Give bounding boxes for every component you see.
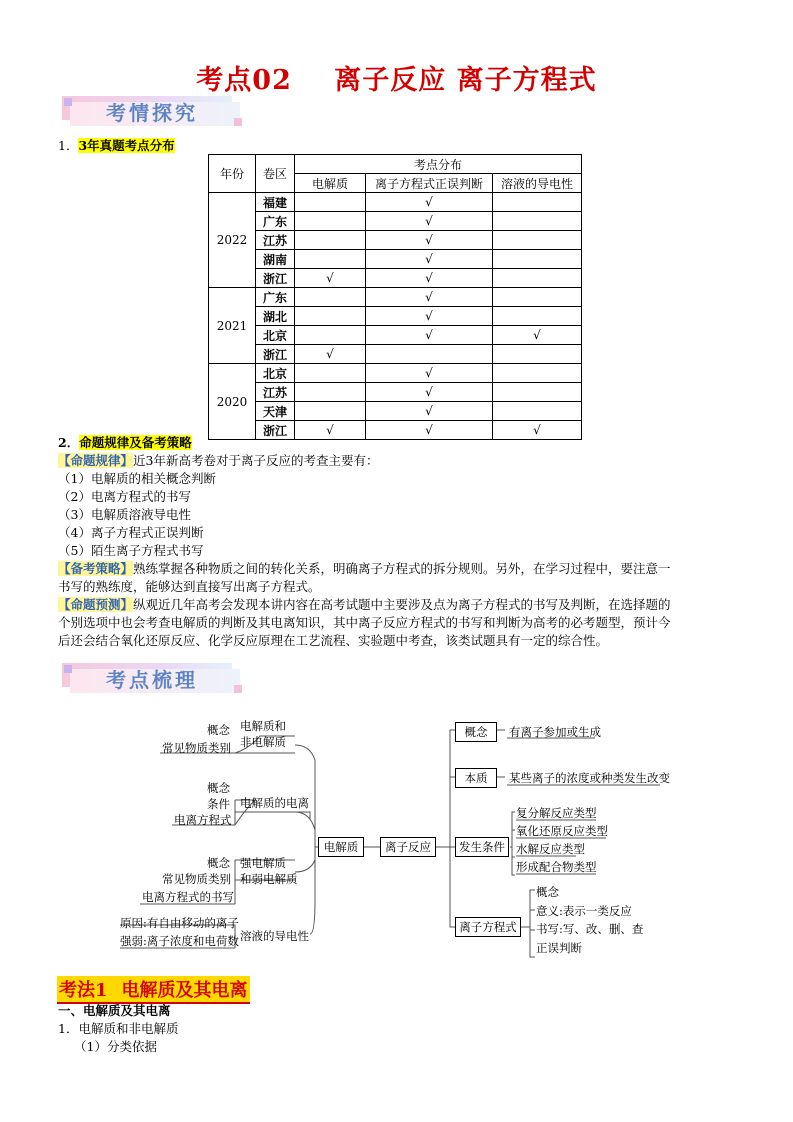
mm-l2-b: 条件 xyxy=(207,797,230,811)
table-row xyxy=(209,250,582,269)
table-row xyxy=(209,288,582,307)
mm-l4-t: 溶液的导电性 xyxy=(240,929,309,943)
title-code: 考点02 xyxy=(196,65,292,96)
strategy-tag: 【备考策略】 xyxy=(58,561,134,576)
check-mark: √ xyxy=(366,212,493,231)
strategy-paragraph xyxy=(58,560,748,578)
subheading-3: （1）分类依据 xyxy=(74,1039,157,1054)
th-year: 年份 xyxy=(209,155,256,193)
predict-line: 后还会结合氧化还原反应、化学反应原理在工艺流程、实验题中考查，该类试题具有一定的综合性。 xyxy=(58,633,609,648)
banner-knowledge-review-label: 考点梳理 xyxy=(106,668,198,692)
mm-l4-a: 原因:有自由移动的离子 xyxy=(120,916,239,930)
region-cell: 福建 xyxy=(256,193,295,212)
check-mark: √ xyxy=(493,421,582,440)
empty-cell xyxy=(493,345,582,364)
mm-l1-b: 常见物质类别 xyxy=(162,741,231,755)
table-row xyxy=(209,269,582,288)
check-mark: √ xyxy=(295,421,366,440)
region-cell: 浙江 xyxy=(256,269,295,288)
empty-cell xyxy=(295,212,366,231)
table-row xyxy=(209,193,582,212)
mm-r2-val: 某些离子的浓度或种类发生改变 xyxy=(509,771,670,785)
section2-heading xyxy=(58,434,192,452)
check-mark: √ xyxy=(366,383,493,402)
predict-paragraph xyxy=(58,596,748,614)
predict-line: 个别选项中也会考查电解质的判断及其电离知识，其中离子反应方程式的书写和判断为高考的必考题型，预计今 xyxy=(58,615,671,630)
check-mark: √ xyxy=(366,250,493,269)
predict-tag: 【命题预测】 xyxy=(58,597,134,612)
region-cell: 广东 xyxy=(256,288,295,307)
region-cell: 北京 xyxy=(256,364,295,383)
table-row xyxy=(209,383,582,402)
th-col-conductivity: 溶液的导电性 xyxy=(493,174,582,193)
mm-l2-c: 电离方程式 xyxy=(174,813,232,827)
mm-l1-t2: 非电解质 xyxy=(240,735,286,749)
check-mark: √ xyxy=(295,345,366,364)
empty-cell xyxy=(295,307,366,326)
mm-l4-b: 强弱:离子浓度和电荷数 xyxy=(120,934,239,948)
title-topic: 离子反应 离子方程式 xyxy=(334,65,597,96)
mm-r1-key: 概念 xyxy=(455,722,497,742)
empty-cell xyxy=(295,383,366,402)
section2-label: 命题规律及备考策略 xyxy=(79,435,192,450)
banner-exam-analysis xyxy=(62,96,242,126)
mm-r4-val: 正误判断 xyxy=(536,941,582,955)
mm-r4-val: 书写:写、改、删、查 xyxy=(536,922,644,936)
table-row xyxy=(209,345,582,364)
banner-exam-analysis-label: 考情探究 xyxy=(106,101,198,125)
rule-item: （5）陌生离子方程式书写 xyxy=(58,543,204,558)
empty-cell xyxy=(493,383,582,402)
check-mark: √ xyxy=(366,269,493,288)
subheading-1: 一、电解质及其电离 xyxy=(58,1003,171,1018)
table-row xyxy=(209,212,582,231)
rule-item: （2）电离方程式的书写 xyxy=(58,489,191,504)
region-cell: 江苏 xyxy=(256,231,295,250)
empty-cell xyxy=(493,231,582,250)
rule-item: （1）电解质的相关概念判断 xyxy=(58,471,216,486)
year-cell: 2020 xyxy=(209,364,256,440)
rule-text: 近3年新高考卷对于离子反应的考查主要有： xyxy=(133,453,379,468)
exam-distribution-table xyxy=(208,154,582,440)
mm-r1-val: 有离子参加或生成 xyxy=(509,725,601,739)
region-cell: 湖南 xyxy=(256,250,295,269)
check-mark: √ xyxy=(366,402,493,421)
th-col-equation: 离子方程式正误判断 xyxy=(366,174,493,193)
predict-line: 纵观近几年高考会发现本讲内容在高考试题中主要涉及点为离子方程式的书写及判断，在选择题的 xyxy=(133,597,671,612)
check-mark: √ xyxy=(366,288,493,307)
th-region: 卷区 xyxy=(256,155,295,193)
empty-cell xyxy=(295,364,366,383)
strategy-line: 熟练掌握各种物质之间的转化关系，明确离子方程式的拆分规则。另外，在学习过程中，要注意一 xyxy=(133,561,671,576)
mm-r3-val: 水解反应类型 xyxy=(516,842,585,856)
table-row xyxy=(209,421,582,440)
mm-l2-a: 概念 xyxy=(207,781,230,795)
method-label: 考法1 xyxy=(59,980,108,1001)
check-mark: √ xyxy=(366,193,493,212)
check-mark: √ xyxy=(366,307,493,326)
empty-cell xyxy=(493,307,582,326)
empty-cell xyxy=(295,231,366,250)
region-cell: 天津 xyxy=(256,402,295,421)
mm-r4-key: 离子方程式 xyxy=(455,917,521,937)
empty-cell xyxy=(493,269,582,288)
banner-knowledge-review xyxy=(62,663,242,693)
region-cell: 浙江 xyxy=(256,421,295,440)
empty-cell xyxy=(295,193,366,212)
mm-r3-val: 形成配合物类型 xyxy=(516,860,597,874)
mm-r3-val: 复分解反应类型 xyxy=(516,806,597,820)
mm-center-ionic-reaction: 离子反应 xyxy=(380,837,436,857)
mm-r4-val: 概念 xyxy=(536,885,559,899)
strategy-line: 书写的熟练度，能够达到直接写出离子方程式。 xyxy=(58,579,321,594)
mm-r4-val: 意义:表示一类反应 xyxy=(536,904,632,918)
th-distribution: 考点分布 xyxy=(295,155,582,174)
region-cell: 湖北 xyxy=(256,307,295,326)
empty-cell xyxy=(493,212,582,231)
table-row xyxy=(209,231,582,250)
page-title xyxy=(0,58,793,97)
rule-paragraph xyxy=(58,452,378,470)
mm-l3-t1: 强电解质 xyxy=(240,856,286,870)
empty-cell xyxy=(295,402,366,421)
table-row xyxy=(209,364,582,383)
table-row xyxy=(209,307,582,326)
method-heading xyxy=(57,976,250,1004)
mm-r2-key: 本质 xyxy=(455,768,497,788)
table-row xyxy=(209,402,582,421)
check-mark: √ xyxy=(366,326,493,345)
empty-cell xyxy=(295,250,366,269)
empty-cell xyxy=(366,345,493,364)
section2-num: 2． xyxy=(58,435,80,450)
year-cell: 2021 xyxy=(209,288,256,364)
mm-l2-t: 电解质的电离 xyxy=(240,796,309,810)
table-row xyxy=(209,326,582,345)
year-cell: 2022 xyxy=(209,193,256,288)
region-cell: 广东 xyxy=(256,212,295,231)
check-mark: √ xyxy=(366,421,493,440)
empty-cell xyxy=(493,364,582,383)
rule-item: （4）离子方程式正误判断 xyxy=(58,525,204,540)
mm-l1-t1: 电解质和 xyxy=(240,719,286,733)
empty-cell xyxy=(493,250,582,269)
check-mark: √ xyxy=(493,326,582,345)
mm-l1-a: 概念 xyxy=(207,723,230,737)
section1-label: 3年真题考点分布 xyxy=(78,138,175,153)
empty-cell xyxy=(493,288,582,307)
mm-center-electrolyte: 电解质 xyxy=(318,837,364,857)
check-mark: √ xyxy=(366,231,493,250)
empty-cell xyxy=(493,402,582,421)
method-title: 电解质及其电离 xyxy=(121,980,248,1001)
section1-heading xyxy=(58,137,175,155)
check-mark: √ xyxy=(295,269,366,288)
mm-l3-t2: 和弱电解质 xyxy=(240,872,298,886)
check-mark: √ xyxy=(366,364,493,383)
mm-r3-val: 氧化还原反应类型 xyxy=(516,824,608,838)
mm-l3-a: 概念 xyxy=(207,856,230,870)
empty-cell xyxy=(493,193,582,212)
mm-l3-b: 常见物质类别 xyxy=(162,872,231,886)
th-col-electrolyte: 电解质 xyxy=(295,174,366,193)
rule-item: （3）电解质溶液导电性 xyxy=(58,507,191,522)
section1-num: 1． xyxy=(58,138,79,153)
mm-l3-c: 电离方程式的书写 xyxy=(142,890,234,904)
mm-r3-key: 发生条件 xyxy=(455,837,509,857)
empty-cell xyxy=(295,326,366,345)
region-cell: 北京 xyxy=(256,326,295,345)
rule-tag: 【命题规律】 xyxy=(58,453,134,468)
subheading-2: 1．电解质和非电解质 xyxy=(58,1021,179,1036)
empty-cell xyxy=(295,288,366,307)
region-cell: 浙江 xyxy=(256,345,295,364)
region-cell: 江苏 xyxy=(256,383,295,402)
